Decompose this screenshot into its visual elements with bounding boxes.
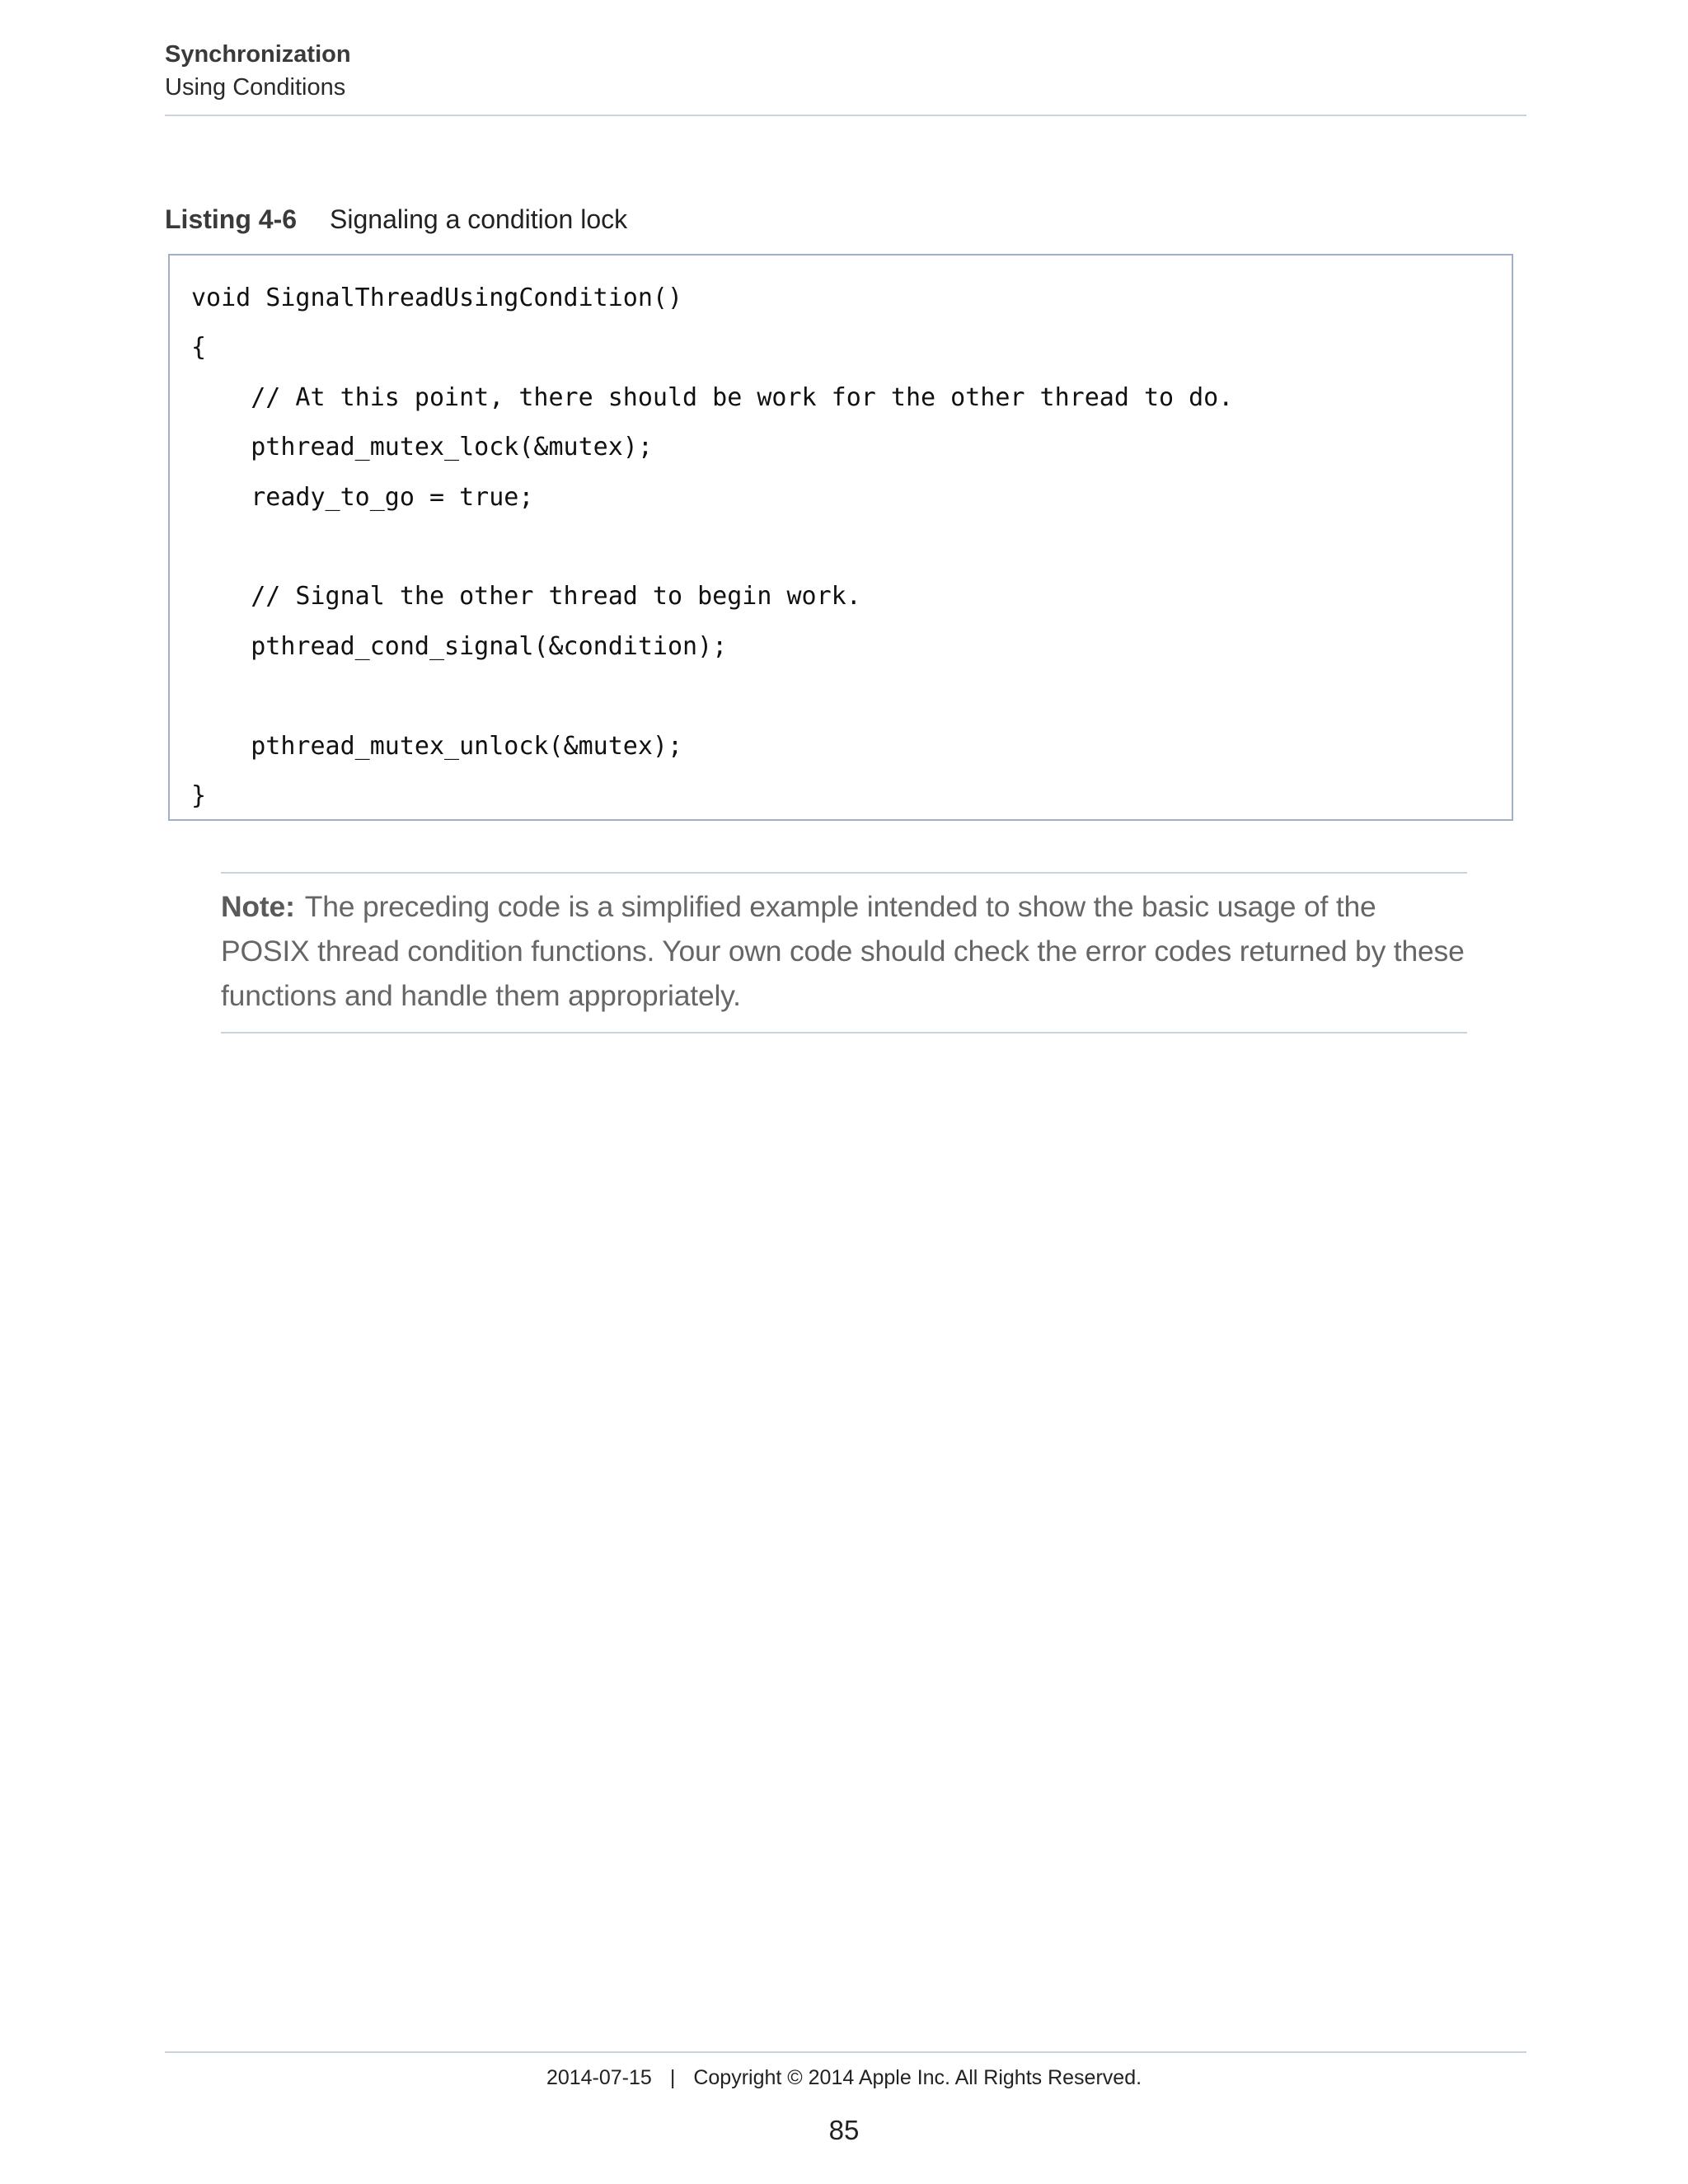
note-text: The preceding code is a simplified example intended to show the basic usage of the POSIX thread condition functions. Your own code should check the error codes returned by these functions and handle them appropriately.	[221, 890, 1465, 1012]
code-block	[191, 274, 1233, 821]
code-line: // At this point, there should be work for the other thread to do.	[191, 382, 1234, 412]
note-label: Note:	[221, 890, 295, 923]
note-bottom-divider	[221, 1032, 1467, 1033]
footer-divider	[165, 2051, 1526, 2053]
code-line: pthread_mutex_lock(&mutex);	[191, 433, 653, 462]
code-listing-box	[168, 254, 1513, 821]
note-top-divider	[221, 872, 1467, 874]
page-header	[165, 38, 1526, 104]
code-line: pthread_cond_signal(&condition);	[191, 631, 728, 661]
footer-copyright: Copyright © 2014 Apple Inc. All Rights Reserved.	[693, 2066, 1142, 2089]
header-chapter-title: Synchronization	[165, 41, 351, 68]
footer-date: 2014-07-15	[546, 2066, 652, 2089]
code-line: void SignalThreadUsingCondition()	[191, 284, 683, 312]
code-line: ready_to_go = true;	[191, 482, 534, 512]
listing-title: Signaling a condition lock	[330, 204, 628, 234]
header-divider	[165, 115, 1526, 116]
header-section-title: Using Conditions	[165, 74, 346, 101]
listing-caption	[165, 201, 627, 237]
code-line: // Signal the other thread to begin work.	[191, 582, 861, 612]
note-box	[221, 884, 1467, 1018]
code-line: {	[191, 333, 207, 363]
code-line	[191, 523, 1233, 572]
code-line: }	[191, 780, 207, 810]
footer-separator: |	[669, 2066, 676, 2089]
page-number: 85	[828, 2115, 860, 2145]
code-line	[191, 672, 1233, 721]
code-line: pthread_mutex_unlock(&mutex);	[191, 731, 683, 761]
page-footer	[0, 2063, 1688, 2093]
listing-label: Listing 4-6	[165, 204, 298, 234]
